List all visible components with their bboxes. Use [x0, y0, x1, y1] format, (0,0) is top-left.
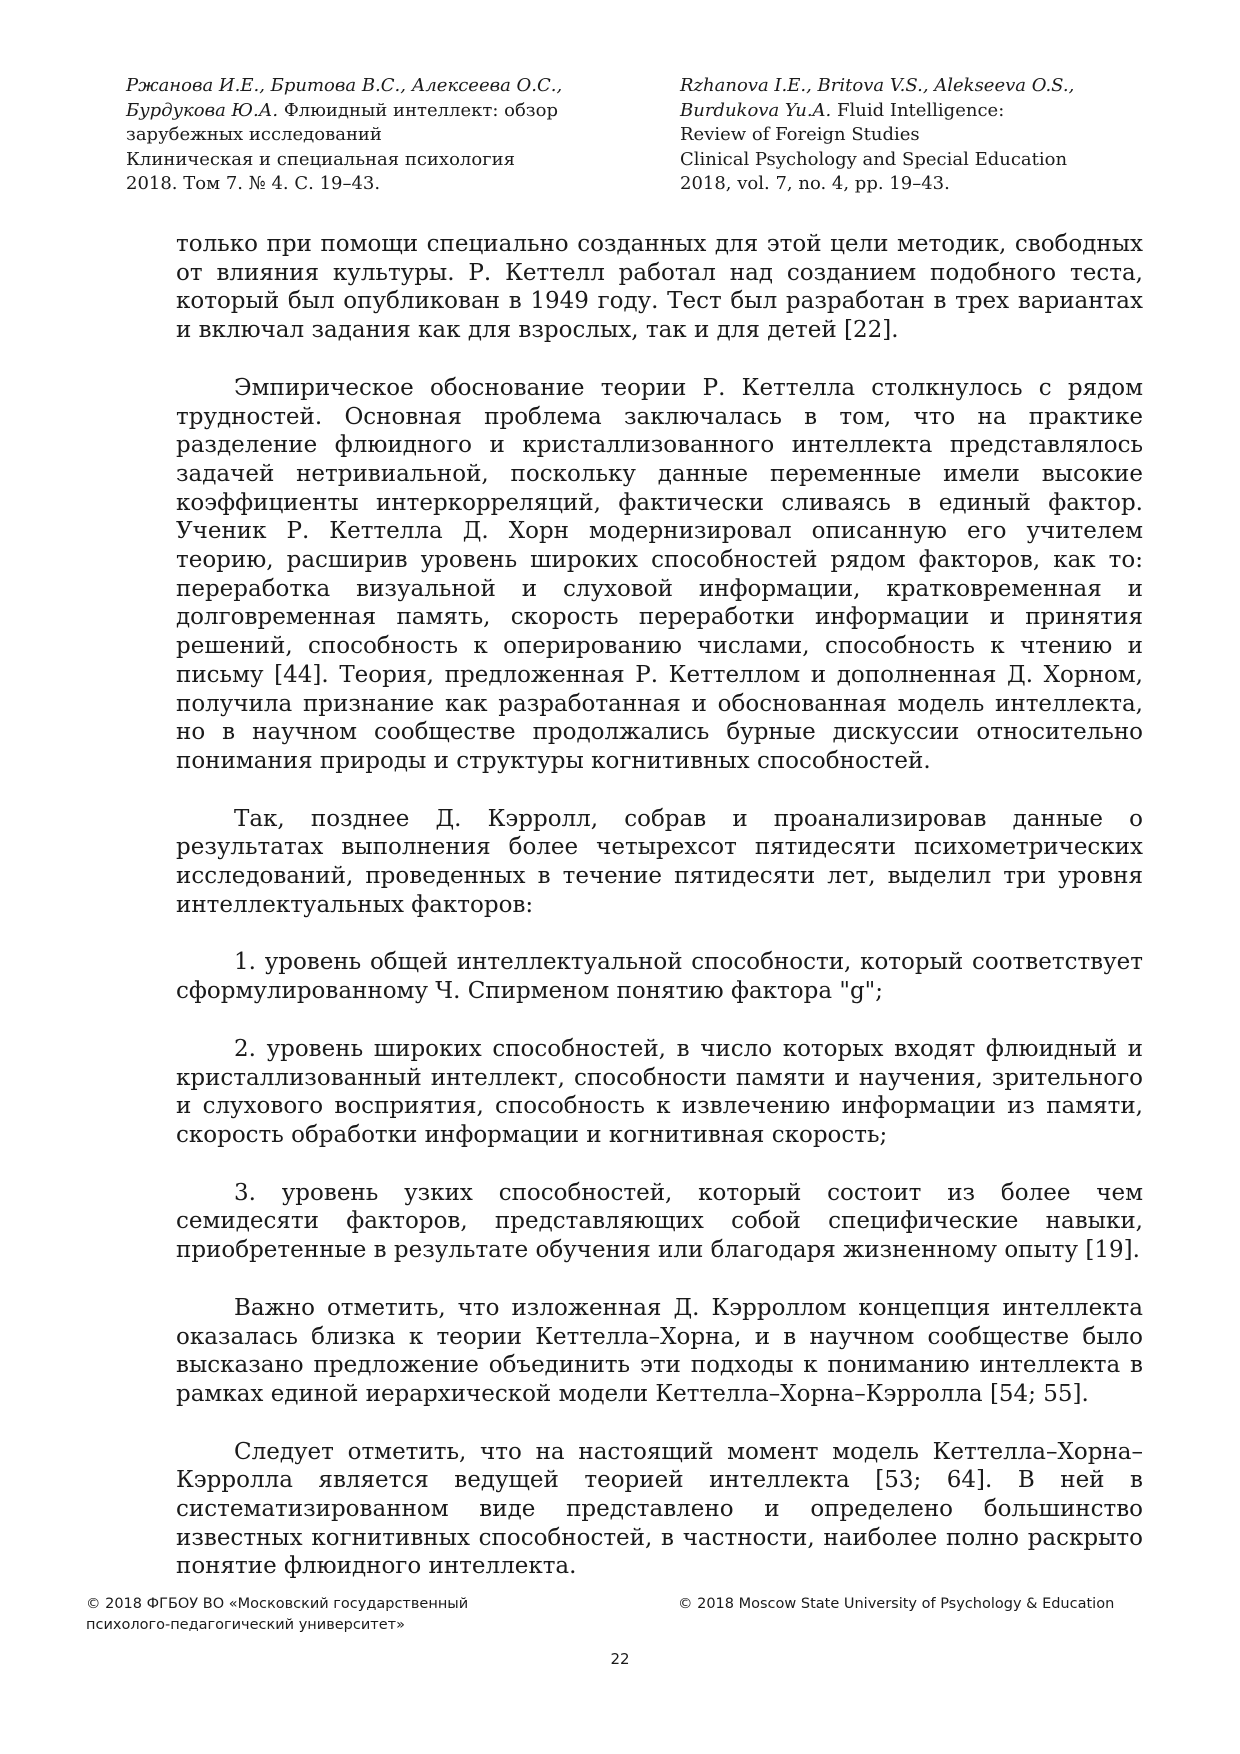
list-item: 1. уровень общей интеллектуальной способности, который соответствует сформулированному Ч. Спирменом понятию фактора "g"; [176, 949, 1143, 1005]
header-journal-en: Clinical Psychology and Special Education [680, 148, 1068, 170]
header-title-en-cont: Review of Foreign Studies [680, 124, 920, 145]
list-item: 3. уровень узких способностей, который состоит из более чем семидесяти факторов, представляющих собой специфические навыки, приобретенные в результате обучения или благодаря жизненному опыту [19]. [176, 1179, 1143, 1264]
footer-copyright-ru-line1: © 2018 ФГБОУ ВО «Московский государственный [86, 1596, 469, 1612]
header-title-en: Fluid Intelligence: [831, 99, 1005, 121]
footer-copyright-ru [86, 1594, 556, 1636]
header-title-cont: зарубежных исследований [126, 124, 382, 145]
header-title: Флюидный интеллект: обзор [278, 99, 558, 121]
header-authors-en: Rzhanova I.E., Britova V.S., Alekseeva O.S., [680, 75, 1075, 96]
header-authors: Ржанова И.Е., Бритова В.С., Алексеева О.С., [126, 75, 563, 96]
paragraph: только при помощи специально созданных для этой цели методик, свободных от влияния культуры. Р. Кеттелл работал над созданием подобного теста, который был опубликован в 1949 году. Тест был разработан в трех вариантах и включал задания как для взрослых, так и для детей [22]. [176, 231, 1143, 344]
page-number: 22 [610, 1650, 630, 1668]
article-body [176, 230, 1143, 1610]
header-issue: 2018. Том 7. № 4. С. 19–43. [126, 173, 381, 194]
list-item: 2. уровень широких способностей, в число которых входят флюидный и кристаллизованный интеллект, способности памяти и научения, зрительного и слухового восприятия, способность к извлечению информации из памяти, скорость обработки информации и когнитивная скорость; [176, 1035, 1143, 1148]
paragraph: Эмпирическое обоснование теории Р. Кеттелла столкнулось с рядом трудностей. Основная проблема заключалась в том, что на практике разделение флюидного и кристаллизованного интеллекта представлялось задачей нетривиальной, поскольку данные переменные имели высокие коэффициенты интеркорреляций, фактически сливаясь в единый фактор. Ученик Р. Кеттелла Д. Хорн модернизировал описанную его учителем теорию, расширив уровень широких способностей рядом факторов, как то: переработка визуальной и слуховой информации, кратковременная и долговременная память, скорость переработки информации и принятия решений, способность к оперированию числами, способность к чтению и письму [44]. Теория, предложенная Р. Кеттеллом и дополненная Д. Хорном, получила признание как разработанная и обоснованная модель интеллекта, но в научном сообществе продолжались бурные дискуссии относительно понимания природы и структуры когнитивных способностей. [176, 374, 1143, 774]
paragraph: Важно отметить, что изложенная Д. Кэрроллом концепция интеллекта оказалась близка к теории Кеттелла–Хорна, и в научном сообществе было высказано предложение объединить эти подходы к пониманию интеллекта в рамках единой иерархической модели Кеттелла–Хорна–Кэрролла [54; 55]. [176, 1294, 1143, 1407]
footer-copyright-ru-line2: психолого-педагогический университет» [86, 1617, 405, 1633]
paragraph: Следует отметить, что на настоящий момент модель Кеттелла–Хорна–Кэрролла является ведущей теорией интеллекта [53; 64]. В ней в систематизированном виде представлено и определено большинство известных когнитивных способностей, в частности, наиболее полно раскрыто понятие флюидного интеллекта. [176, 1438, 1143, 1580]
header-authors-cont: Бурдукова Ю.А. [126, 99, 279, 121]
footer-copyright-en: © 2018 Moscow State University of Psychology & Education [678, 1596, 1115, 1612]
header-russian-citation [126, 74, 606, 197]
header-journal: Клиническая и специальная психология [126, 148, 515, 170]
header-english-citation [680, 74, 1140, 197]
paragraph: Так, позднее Д. Кэрролл, собрав и проанализировав данные о результатах выполнения более четырехсот пятидесяти психометрических исследований, проведенных в течение пятидесяти лет, выделил три уровня интеллектуальных факторов: [176, 805, 1143, 918]
header-authors-en-cont: Burdukova Yu.A. [680, 99, 832, 121]
header-issue-en: 2018, vol. 7, no. 4, pp. 19–43. [680, 173, 950, 194]
